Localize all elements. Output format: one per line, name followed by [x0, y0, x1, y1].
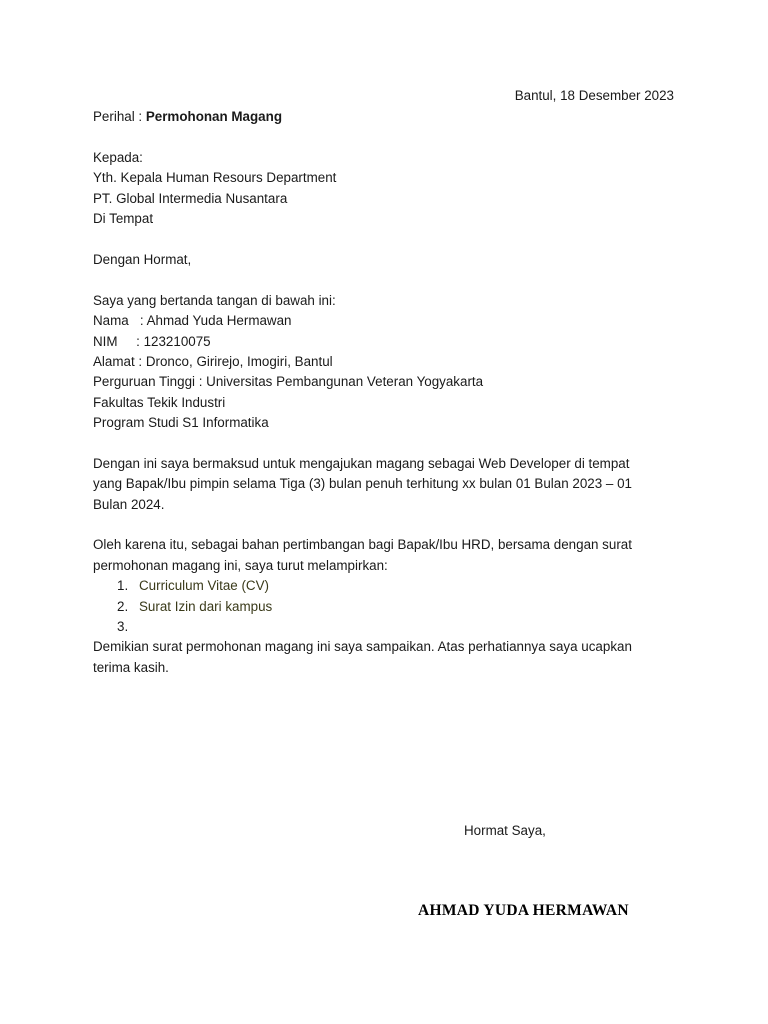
recipient-line-1: Yth. Kepala Human Resours Department [93, 170, 337, 186]
list-text: Curriculum Vitae (CV) [139, 578, 269, 594]
recipient-line-2: PT. Global Intermedia Nusantara [93, 190, 288, 206]
identity-program: Program Studi S1 Informatika [93, 415, 269, 431]
purpose-line-1: Dengan ini saya bermaksud untuk mengajukan magang sebagai Web Developer di tempat [93, 455, 630, 471]
attachments-intro-1: Oleh karena itu, sebagai bahan pertimbangan bagi Bapak/Ibu HRD, bersama dengan surat [93, 537, 632, 553]
list-item [93, 597, 632, 617]
purpose-line-2: yang Bapak/Ibu pimpin selama Tiga (3) bulan penuh terhitung xx bulan 01 Bulan 2023 – 01 [93, 476, 632, 492]
intro-line: Saya yang bertanda tangan di bawah ini: [93, 292, 336, 308]
list-number: 3. [117, 618, 129, 634]
attachments-list [93, 576, 632, 637]
list-item [93, 576, 632, 596]
subject-value: Permohonan Magang [145, 109, 282, 124]
attachments-intro-2: permohonan magang ini, saya turut melampirkan: [93, 557, 388, 573]
signature-name: AHMAD YUDA HERMAWAN [418, 902, 629, 919]
closing-para-2: terima kasih. [93, 659, 169, 675]
list-number: 2. [117, 598, 129, 614]
identity-name: Nama : Ahmad Yuda Hermawan [93, 313, 292, 329]
identity-faculty: Fakultas Tekik Industri [93, 394, 226, 410]
list-text: Surat Izin dari kampus [139, 598, 273, 614]
recipient-block [93, 148, 632, 678]
recipient-label: Kepada: [93, 150, 143, 165]
greeting: Dengan Hormat, [93, 251, 192, 267]
purpose-line-3: Bulan 2024. [93, 496, 165, 512]
identity-nim: NIM : 123210075 [93, 333, 211, 349]
identity-university: Perguruan Tinggi : Universitas Pembangunan Veteran Yogyakarta [93, 374, 484, 390]
identity-address: Alamat : Dronco, Girirejo, Imogiri, Bantul [93, 353, 333, 369]
list-number: 1. [117, 578, 129, 594]
closing-para-1: Demikian surat permohonan magang ini saya sampaikan. Atas perhatiannya saya ucapkan [93, 639, 632, 655]
closing-salutation: Hormat Saya, [464, 823, 546, 838]
subject-line [93, 107, 282, 127]
list-item [93, 617, 632, 637]
subject-label: Perihal : [93, 109, 146, 124]
recipient-line-3: Di Tempat [93, 211, 154, 227]
letter-date: Bantul, 18 Desember 2023 [514, 88, 674, 103]
